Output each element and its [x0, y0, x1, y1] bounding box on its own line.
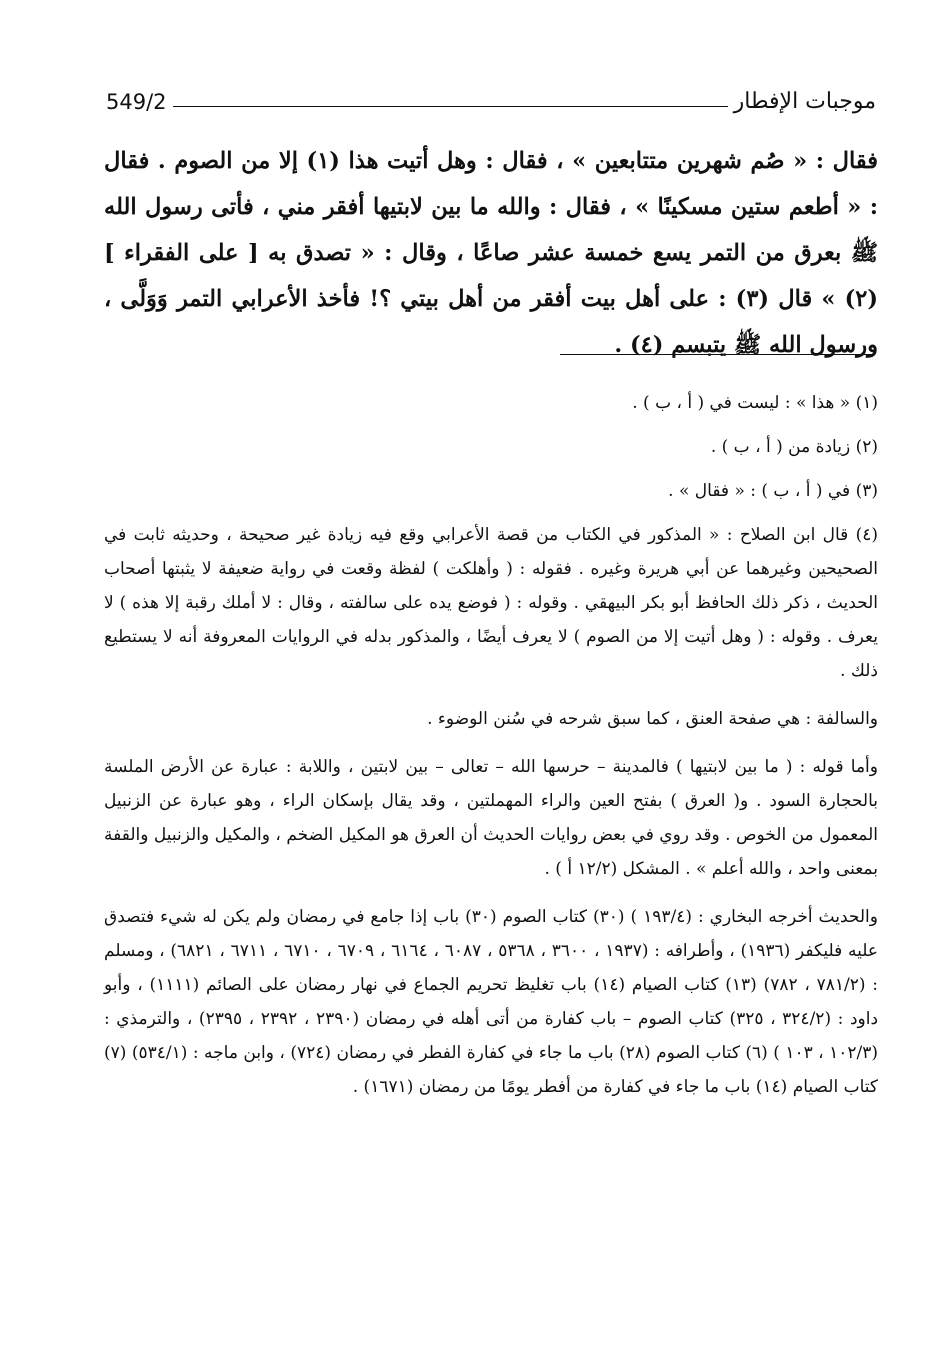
running-header [106, 80, 876, 114]
footnote-4-salifa: والسالفة : هي صفحة العنق ، كما سبق شرحه في سُنن الوضوء . [427, 709, 878, 729]
footnote-4: (٤) قال ابن الصلاح : « المذكور في الكتاب من قصة الأعرابي وقع فيه زيادة غير صحيحة ، وحديثه ثابت في الصحيحين وغيرهما عن أبي هريرة وغيره . فقوله : ( وأهلكت ) لفظة وقعت في رواية ضعيفة لا يثبتها أصحاب الحديث ، ذكر ذلك الحافظ أبو بكر البيهقي . وقوله : ( فوضع يده على سالفته ، وقال : لا أملك رقبة إلا هذه ) لا يعرف . وقوله : ( وهل أتيت إلا من الصوم ) لا يعرف أيضًا ، والمذكور بدله في الروايات المعروفة أنه لا يستطيع ذلك . [104, 525, 878, 681]
header-rule [173, 106, 728, 107]
footnote-4-explanation: وأما قوله : ( ما بين لابتيها ) فالمدينة – حرسها الله – تعالى – بين لابتين ، واللابة : عبارة عن الأرض الملسة بالحجارة السود . و( العرق ) بفتح العين والراء المهملتين ، وقد يقال بإسكان الراء ، وهو عبارة عن الزنبيل المعمول من الخوص . وقد روي في بعض روايات الحديث أن العرق هو المكيل الضخم ، والمكيل والزنبيل والقفة بمعنى واحد ، والله أعلم » . المشكل (١٢/٢ أ ) . [104, 757, 878, 879]
chapter-title: موجبات الإفطار [733, 89, 876, 114]
footnote-2: (٢) زيادة من ( أ ، ب ) . [710, 437, 878, 457]
footnote-4-takhrij: والحديث أخرجه البخاري : (١٩٣/٤ ) (٣٠) كتاب الصوم (٣٠) باب إذا جامع في رمضان ولم يكن له شيء فتصدق عليه فليكفر (١٩٣٦) ، وأطرافه : (١٩٣٧ ، ٣٦٠٠ ، ٥٣٦٨ ، ٦٠٨٧ ، ٦١٦٤ ، ٦٧٠٩ ، ٦٧١٠ ، ٦٧١١ ، ٦٨٢١) ، ومسلم : (٧٨١/٢ ، ٧٨٢) (١٣) كتاب الصيام (١٤) باب تغليظ تحريم الجماع في نهار رمضان على الصائم (١١١١) ، وأبو داود : (٣٢٤/٢ ، ٣٢٥) كتاب الصوم – باب كفارة من أتى أهله في رمضان (٢٣٩٠ ، ٢٣٩٢ ، ٢٣٩٥) ، والترمذي : (١٠٢/٣ ، ١٠٣ ) (٦) كتاب الصوم (٢٨) باب ما جاء في كفارة الفطر في رمضان (٧٢٤) ، وابن ماجه : (٥٣٤/١) (٧) كتاب الصيام (١٤) باب ما جاء في كفارة من أفطر يومًا من رمضان (١٦٧١) . [104, 907, 879, 1097]
footnote-separator [560, 354, 872, 355]
page-number: 549/2 [106, 90, 167, 114]
main-paragraph: فقال : « صُم شهرين متتابعين » ، فقال : وهل أتيت هذا (١) إلا من الصوم . فقال : « أطعم ستين مسكينًا » ، فقال : والله ما بين لابتيها أفقر مني ، فأتى رسول الله ﷺ بعرق من التمر يسع خمسة عشر صاعًا ، وقال : « تصدق به [ على الفقراء ] (٢) » قال (٣) : على أهل بيت أفقر من أهل بيتي ؟! فأخذ الأعرابي التمر وَوَلَّى ، ورسول الله ﷺ يتبسم (٤) . [104, 148, 879, 358]
footnote-3: (٣) في ( أ ، ب ) : « فقال » . [668, 481, 878, 501]
footnotes [104, 386, 878, 1118]
footnote-1: (١) « هذا » : ليست في ( أ ، ب ) . [632, 393, 878, 413]
main-text [104, 138, 878, 368]
